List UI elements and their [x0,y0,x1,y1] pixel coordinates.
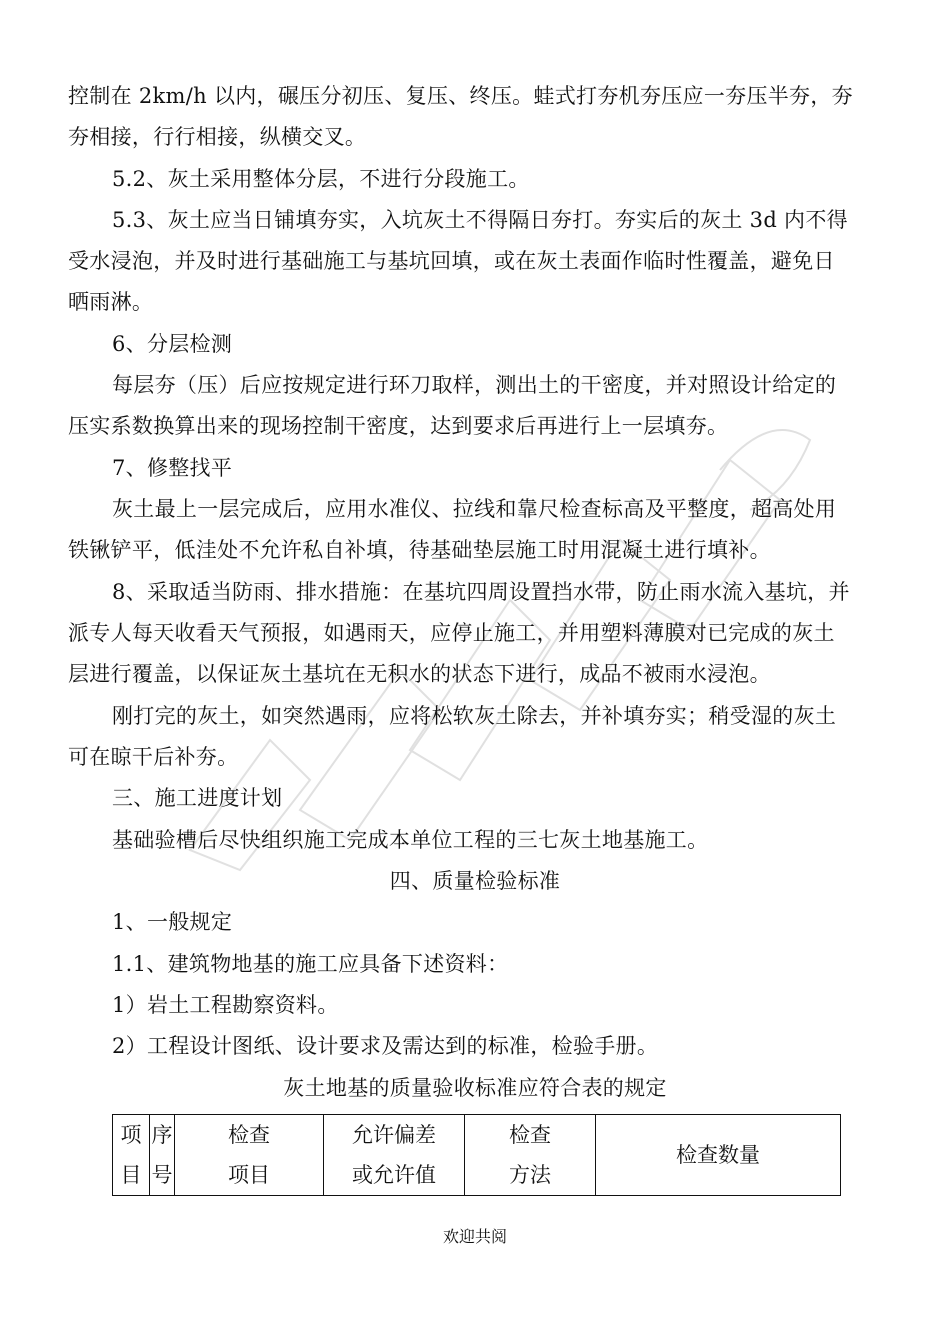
paragraph-line: 受水浸泡，并及时进行基础施工与基坑回填，或在灰土表面作临时性覆盖，避免日 [68,249,835,273]
table-header-row [113,1115,841,1196]
paragraph-line: 铁锹铲平，低洼处不允许私自补填，待基础垫层施工时用混凝土进行填补。 [68,538,771,562]
header-cell-method: 检查 方法 [465,1115,596,1196]
list-item: 1）岩土工程勘察资料。 [112,993,339,1017]
section-heading: 1、一般规定 [112,910,233,934]
paragraph-line: 层进行覆盖，以保证灰土基坑在无积水的状态下进行，成品不被雨水浸泡。 [68,662,771,686]
quality-standard-table [112,1114,841,1196]
paragraph-line: 派专人每天收看天气预报，如遇雨天，应停止施工，并用塑料薄膜对已完成的灰土 [68,621,835,645]
page-footer: 欢迎共阅 [442,1227,507,1246]
section-heading: 三、施工进度计划 [112,786,283,810]
header-cell-number: 序 号 [150,1115,175,1196]
paragraph-line: 夯相接，行行相接，纵横交叉。 [68,125,367,149]
section-heading: 7、修整找平 [112,456,233,480]
header-cell-quantity: 检查数量 [596,1115,841,1196]
paragraph-line: 5.3、灰土应当日铺填夯实，入坑灰土不得隔日夯打。夯实后的灰土 3d 内不得 [112,208,848,232]
header-cell-check-item: 检查 项目 [175,1115,324,1196]
paragraph-line: 刚打完的灰土，如突然遇雨，应将松软灰土除去，并补填夯实；稍受湿的灰土 [112,704,837,728]
paragraph-line: 每层夯（压）后应按规定进行环刀取样，测出土的干密度，并对照设计给定的 [112,373,837,397]
section-heading: 6、分层检测 [112,332,233,356]
paragraph-line: 基础验槽后尽快组织施工完成本单位工程的三七灰土地基施工。 [112,828,709,852]
chapter-heading: 四、质量检验标准 [389,869,561,893]
paragraph-line: 5.2、灰土采用整体分层，不进行分段施工。 [112,167,530,191]
header-cell-tolerance: 允许偏差 或允许值 [324,1115,465,1196]
paragraph-line: 压实系数换算出来的现场控制干密度，达到要求后再进行上一层填夯。 [68,414,729,438]
paragraph-line: 控制在 2km/h 以内，碾压分初压、复压、终压。蛙式打夯机夯压应一夯压半夯，夯 [68,84,853,108]
table-caption: 灰土地基的质量验收标准应符合表的规定 [283,1076,667,1100]
list-item: 2）工程设计图纸、设计要求及需达到的标准，检验手册。 [112,1034,659,1058]
paragraph-line: 灰土最上一层完成后，应用水准仪、拉线和靠尺检查标高及平整度，超高处用 [112,497,837,521]
header-cell-item: 项 目 [113,1115,150,1196]
paragraph-line: 8、采取适当防雨、排水措施：在基坑四周设置挡水带，防止雨水流入基坑，并 [112,580,850,604]
paragraph-line: 晒雨淋。 [68,290,154,314]
paragraph-line: 1.1、建筑物地基的施工应具备下述资料： [112,952,509,976]
paragraph-line: 可在晾干后补夯。 [68,745,239,769]
